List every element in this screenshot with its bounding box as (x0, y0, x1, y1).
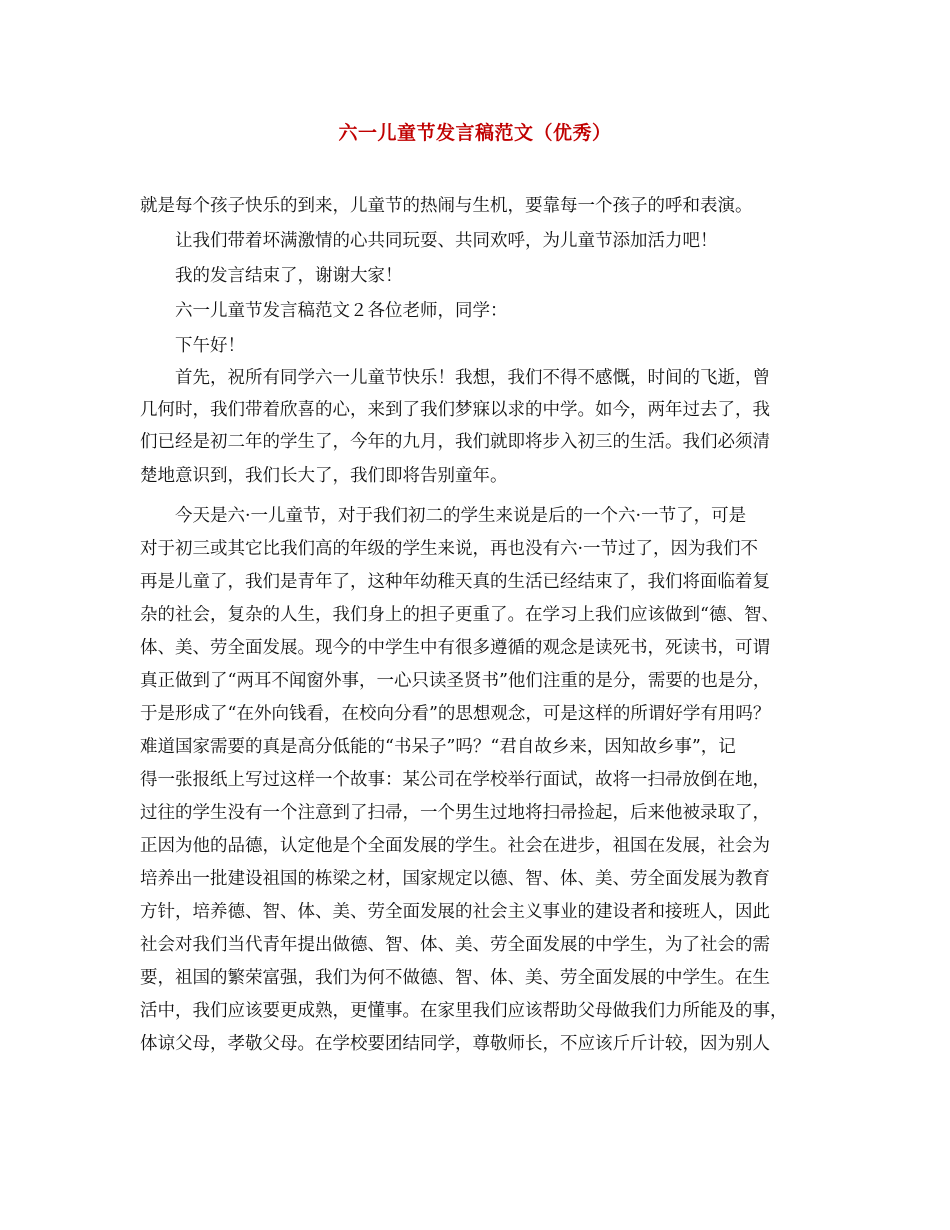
paragraph-line: 活中，我们应该要更成熟，更懂事。在家里我们应该帮助父母做我们力所能及的事， (140, 1001, 788, 1021)
paragraph-line: 首先，祝所有同学六一儿童节快乐！我想，我们不得不感慨，时间的飞逝，曾 (175, 368, 770, 388)
paragraph-line: 我的发言结束了，谢谢大家！ (175, 266, 403, 286)
paragraph-line: 难道国家需要的真是高分低能的“书呆子”吗？“君自故乡来，因知故乡事”，记 (140, 737, 736, 757)
paragraph-line: 对于初三或其它比我们高的年级的学生来说，再也没有六·一节过了，因为我们不 (140, 539, 759, 559)
paragraph-line: 正因为他的品德，认定他是个全面发展的学生。社会在进步，祖国在发展，社会为 (140, 836, 770, 856)
paragraph-line: 六一儿童节发言稿范文２各位老师，同学： (175, 301, 508, 321)
paragraph-line: 楚地意识到，我们长大了，我们即将告别童年。 (140, 466, 508, 486)
paragraph-line: 让我们带着坏满激情的心共同玩耍、共同欢呼，为儿童节添加活力吧！ (175, 231, 718, 251)
paragraph-line: 体谅父母，孝敬父母。在学校要团结同学，尊敬师长，不应该斤斤计较，因为别人 (140, 1034, 770, 1054)
paragraph-line: 得一张报纸上写过这样一个故事：某公司在学校举行面试，故将一扫帚放倒在地， (140, 770, 770, 790)
paragraph-line: 再是儿童了，我们是青年了，这种年幼稚天真的生活已经结束了，我们将面临着复 (140, 572, 770, 592)
paragraph-line: 真正做到了“两耳不闻窗外事，一心只读圣贤书”他们注重的是分，需要的也是分， (140, 671, 771, 691)
paragraph-line: 要，祖国的繁荣富强，我们为何不做德、智、体、美、劳全面发展的中学生。在生 (140, 968, 770, 988)
paragraph-line: 今天是六·一儿童节，对于我们初二的学生来说是后的一个六·一节了，可是 (175, 506, 747, 526)
paragraph-line: 几何时，我们带着欣喜的心，来到了我们梦寐以求的中学。如今，两年过去了，我 (140, 400, 770, 420)
document-title: 六一儿童节发言稿范文（优秀） (338, 122, 612, 144)
paragraph-line: 方针，培养德、智、体、美、劳全面发展的社会主义事业的建设者和接班人，因此 (140, 902, 770, 922)
paragraph-line: 社会对我们当代青年提出做德、智、体、美、劳全面发展的中学生，为了社会的需 (140, 935, 770, 955)
paragraph-line: 体、美、劳全面发展。现今的中学生中有很多遵循的观念是读死书，死读书，可谓 (140, 638, 770, 658)
paragraph-line: 杂的社会，复杂的人生，我们身上的担子更重了。在学习上我们应该做到“德、智、 (140, 605, 779, 625)
paragraph-line: 培养出一批建设祖国的栋梁之材，国家规定以德、智、体、美、劳全面发展为教育 (140, 869, 770, 889)
paragraph-line: 过往的学生没有一个注意到了扫帚，一个男生过地将扫帚捡起，后来他被录取了， (140, 803, 770, 823)
paragraph-line: 们已经是初二年的学生了，今年的九月，我们就即将步入初三的生活。我们必须清 (140, 432, 770, 452)
paragraph-line: 下午好！ (175, 336, 245, 356)
paragraph-line: 就是每个孩子快乐的到来，儿童节的热闹与生机，要靠每一个孩子的呼和表演。 (140, 196, 753, 216)
paragraph-line: 于是形成了“在外向钱看，在校向分看”的思想观念，可是这样的所谓好学有用吗？ (140, 704, 771, 724)
